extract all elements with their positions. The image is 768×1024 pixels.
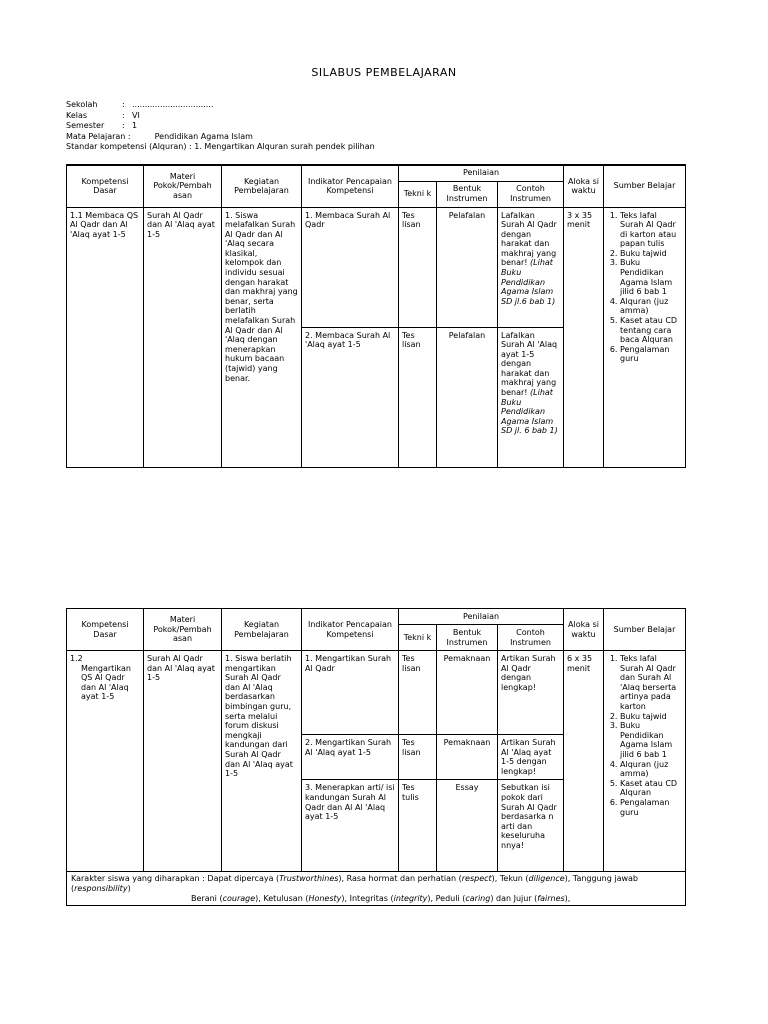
meta-row-kelas — [66, 111, 375, 122]
karakter-siswa — [67, 872, 686, 906]
karakter-item: Peduli (caring) dan — [435, 893, 512, 903]
cell-bentuk-instrumen: Pemaknaan — [437, 735, 498, 780]
cell-alokasi-waktu: 3 x 35 menit — [564, 207, 604, 467]
kompetensi-number: 1.2 — [70, 654, 83, 663]
cell-bentuk-instrumen: Pelafalan — [437, 207, 498, 327]
cell-kegiatan: 1. Siswa melafalkan Surah Al Qadr dan Al 'Alaq secara klasikal, kelompok dan individu sesuai dengan harakat dan makhraj yang benar, serta berlatih melafalkan Surah Al Qadr dan Al 'Alaq dengan menerapkan hukum bacaan (tajwid) yang benar. — [222, 207, 302, 467]
cell-bentuk-instrumen: Pemaknaan — [437, 651, 498, 735]
cell-contoh-instrumen: Artikan Surah Al 'Alaq ayat 1-5 dengan lengkap! — [498, 735, 564, 780]
cell-kegiatan: 1. Siswa berlatih mengartikan Surah Al Qadr dan Al 'Alaq berdasarkan bimbingan guru, serta melalui forum diskusi mengkaji kandungan dari Surah Al Qadr dan Al 'Alaq ayat 1-5 — [222, 651, 302, 872]
cell-teknik: Tes lisan — [399, 327, 437, 467]
header-kegiatan: Kegiatan Pembelajaran — [222, 165, 302, 207]
cell-kompetensi-dasar — [67, 207, 144, 467]
sumber-item: 6. Pengalaman guru — [620, 345, 682, 364]
sumber-item: 3. Buku Pendidikan Agama Islam jilid 6 bab 1 — [620, 258, 682, 296]
karakter-item: Rasa hormat dan perhatian (respect), — [346, 874, 498, 884]
contoh-text: Lafalkan Surah Al 'Alaq ayat 1-5 dengan harakat dan makhraj yang benar! — [501, 330, 558, 398]
meta-label: Mata Pelajaran — [66, 131, 126, 141]
cell-materi-pokok: Surah Al Qadr dan Al 'Alaq ayat 1-5 — [144, 207, 222, 467]
header-kegiatan: Kegiatan Pembelajaran — [222, 609, 302, 651]
syllabus-table-1 — [66, 164, 686, 468]
header-materi-pokok: Materi Pokok/Pembah asan — [144, 165, 222, 207]
meta-sep: : — [127, 131, 131, 141]
meta-sep: : — [189, 142, 192, 151]
meta-value: Pendidikan Agama Islam — [154, 131, 253, 141]
page-title: SILABUS PEMBELAJARAN — [311, 66, 457, 79]
karakter-item: Tekun (diligence), — [499, 874, 571, 884]
meta-value: 1 — [132, 121, 138, 130]
sumber-item: 4. Alquran (juz amma) — [620, 297, 682, 316]
kompetensi-text: Mengartikan QS Al Qadr dan Al 'Alaq ayat 1-5 — [81, 663, 131, 702]
cell-contoh-instrumen — [498, 327, 564, 467]
karakter-item: Tanggung jawab (responsibility) — [71, 874, 638, 893]
karakter-label: Karakter siswa yang diharapkan — [71, 874, 200, 884]
meta-label: Semester — [66, 121, 105, 130]
cell-contoh-instrumen: Artikan Surah Al Qadr dengan lengkap! — [498, 651, 564, 735]
syllabus-table-2 — [66, 608, 686, 906]
sumber-item: 1. Teks lafal Surah Al Qadr di karton atau papan tulis — [620, 211, 682, 249]
header-contoh-instrumen: Contoh Instrumen — [498, 181, 564, 207]
header-kompetensi-dasar: Kompetensi Dasar — [67, 165, 144, 207]
sumber-item: 5. Kaset atau CD Alquran — [620, 779, 682, 798]
header-kompetensi-dasar: Kompetensi Dasar — [67, 609, 144, 651]
cell-indikator: 2. Mengartikan Surah Al 'Alaq ayat 1-5 — [302, 735, 399, 780]
sumber-item: 2. Buku tajwid — [620, 249, 682, 259]
cell-materi-pokok: Surah Al Qadr dan Al 'Alaq ayat 1-5 — [144, 651, 222, 872]
cell-teknik: Tes tulis — [399, 780, 437, 872]
cell-contoh-instrumen — [498, 207, 564, 327]
meta-label: Kelas — [66, 110, 88, 120]
header-sumber-belajar: Sumber Belajar — [604, 165, 686, 207]
sumber-item: 3. Buku Pendidikan Agama Islam jilid 6 bab 1 — [620, 721, 682, 759]
cell-indikator: 2. Membaca Surah Al 'Alaq ayat 1-5 — [302, 327, 399, 467]
header-alokasi-waktu: Aloka si waktu — [564, 609, 604, 651]
meta-sep: : — [122, 121, 125, 130]
kompetensi-number: 1.1 — [70, 210, 83, 220]
sumber-list — [607, 654, 682, 817]
header-bentuk-instrumen: Bentuk Instrumen — [437, 625, 498, 651]
cell-indikator: 3. Menerapkan arti/ isi kandungan Surah Al Qadr dan Al Al 'Alaq ayat 1-5 — [302, 780, 399, 872]
sumber-item: 4. Alquran (juz amma) — [620, 760, 682, 779]
cell-teknik: Tes lisan — [399, 207, 437, 327]
karakter-item: Integritas (integrity), — [349, 893, 434, 903]
meta-row-mata-pelajaran — [66, 132, 375, 143]
cell-bentuk-instrumen: Essay — [437, 780, 498, 872]
cell-teknik: Tes lisan — [399, 735, 437, 780]
header-teknik: Tekni k — [399, 625, 437, 651]
karakter-item: Jujur (fairnes), — [513, 893, 571, 903]
meta-label: Standar kompetensi (Alquran) — [66, 142, 187, 151]
meta-row-semester — [66, 121, 375, 132]
kompetensi-text: Membaca QS Al Qadr dan Al 'Alaq ayat 1-5 — [70, 210, 139, 239]
sumber-item: 5. Kaset atau CD tentang cara baca Alquran — [620, 316, 682, 345]
meta-value: ................................ — [132, 100, 214, 109]
contoh-reference: (Lihat Buku Pendidikan Agama Islam SD jl. 6 bab 1) — [501, 388, 558, 436]
meta-sep: : — [122, 100, 125, 109]
header-indikator: Indikator Pencapaian Kompetensi — [302, 609, 399, 651]
header-materi-pokok: Materi Pokok/Pembah asan — [144, 609, 222, 651]
cell-sumber-belajar — [604, 651, 686, 872]
cell-sumber-belajar — [604, 207, 686, 467]
sumber-item: 1. Teks lafal Surah Al Qadr dan Surah Al 'Alaq berserta artinya pada karton — [620, 654, 682, 712]
header-alokasi-waktu: Aloka si waktu — [564, 165, 604, 207]
cell-bentuk-instrumen: Pelafalan — [437, 327, 498, 467]
sumber-item: 6. Pengalaman guru — [620, 798, 682, 817]
cell-teknik: Tes lisan — [399, 651, 437, 735]
header-indikator: Indikator Pencapaian Kompetensi — [302, 165, 399, 207]
meta-value: VI — [132, 110, 140, 120]
karakter-sep: : — [202, 874, 205, 884]
meta-value: 1. Mengartikan Alquran surah pendek pilihan — [194, 142, 375, 151]
meta-sep: : — [122, 110, 125, 120]
karakter-item: Berani (courage), — [191, 893, 261, 903]
meta-row-standar-kompetensi — [66, 142, 375, 153]
header-penilaian: Penilaian — [399, 165, 564, 181]
header-bentuk-instrumen: Bentuk Instrumen — [437, 181, 498, 207]
cell-alokasi-waktu: 6 x 35 menit — [564, 651, 604, 872]
cell-indikator: 1. Mengartikan Surah Al Qadr — [302, 651, 399, 735]
contoh-reference: (Lihat Buku Pendidikan Agama Islam SD jl.6 bab 1) — [501, 258, 556, 306]
sumber-item: 2. Buku tajwid — [620, 712, 682, 722]
meta-row-sekolah — [66, 100, 375, 111]
header-teknik: Tekni k — [399, 181, 437, 207]
cell-kompetensi-dasar — [67, 651, 144, 872]
karakter-item: Dapat dipercaya (Trustworthines), — [207, 874, 345, 884]
meta-label: Sekolah — [66, 100, 98, 109]
cell-indikator: 1. Membaca Surah Al Qadr — [302, 207, 399, 327]
contoh-text: Lafalkan Surah Al Qadr dengan harakat dan makhraj yang benar! — [501, 210, 557, 268]
karakter-item: Ketulusan (Honesty), — [263, 893, 348, 903]
header-sumber-belajar: Sumber Belajar — [604, 609, 686, 651]
document-meta — [66, 100, 375, 153]
header-contoh-instrumen: Contoh Instrumen — [498, 625, 564, 651]
header-penilaian: Penilaian — [399, 609, 564, 625]
sumber-list — [607, 211, 682, 365]
cell-contoh-instrumen: Sebutkan isi pokok dari Surah Al Qadr berdasarka n arti dan keseluruha nnya! — [498, 780, 564, 872]
